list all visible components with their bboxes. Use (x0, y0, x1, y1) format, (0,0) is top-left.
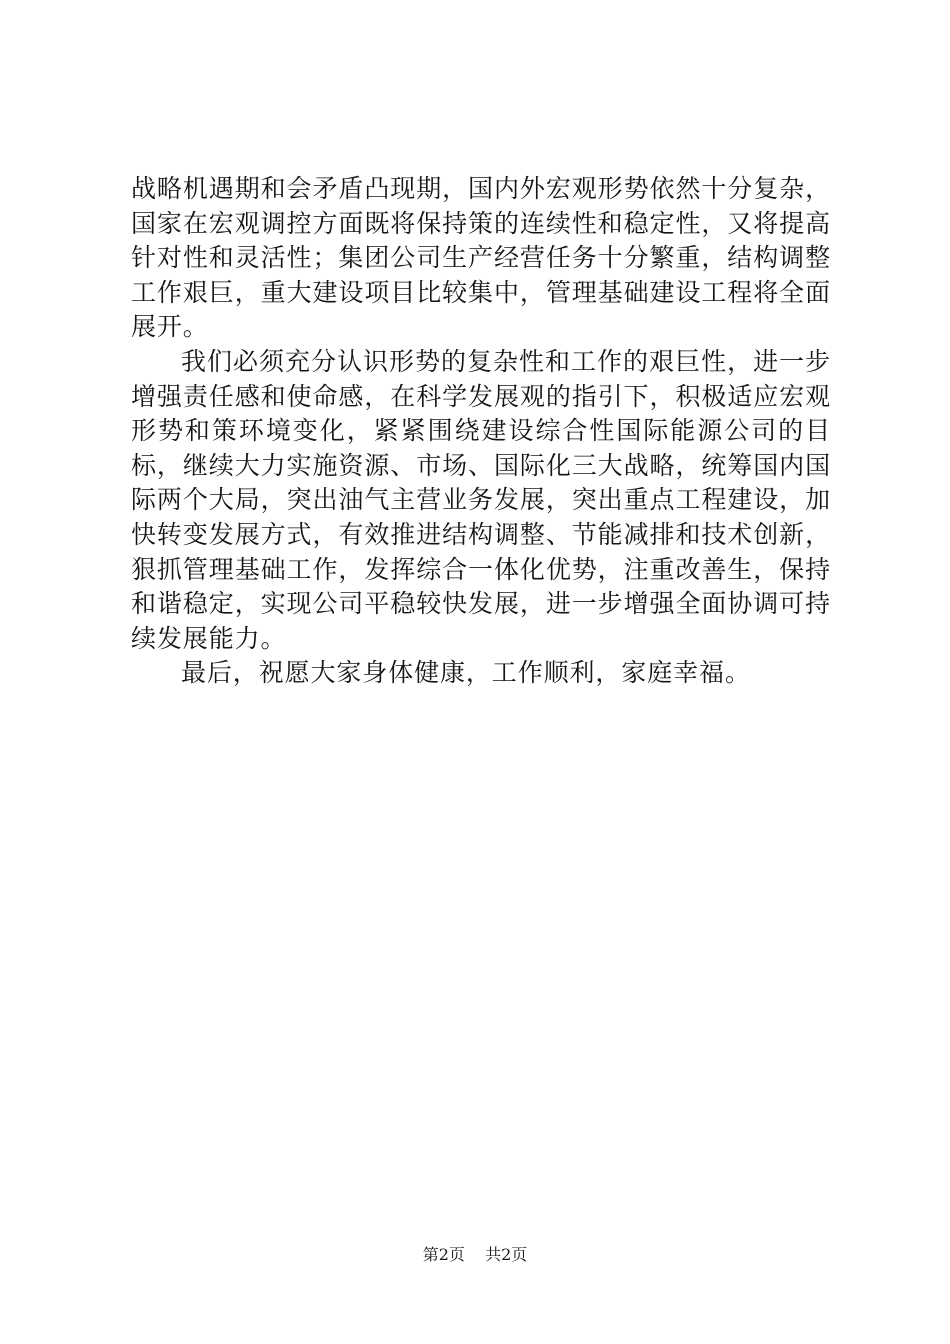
page-number: 第2页 (422, 1245, 465, 1264)
paragraph-3: 最后，祝愿大家身体健康，工作顺利，家庭幸福。 (181, 658, 751, 688)
document-body (131, 172, 831, 691)
paragraph-1: 战略机遇期和会矛盾凸现期，国内外宏观形势依然十分复杂，国家在宏观调控方面既将保持策的连续性和稳定性，又将提高针对性和灵活性；集团公司生产经营任务十分繁重，结构调整工作艰巨，重大建设项目比较集中，管理基础建设工程将全面展开。 (131, 174, 831, 342)
paragraph-2: 我们必须充分认识形势的复杂性和工作的艰巨性，进一步增强责任感和使命感，在科学发展观的指引下，积极适应宏观形势和策环境变化，紧紧围绕建设综合性国际能源公司的目标，继续大力实施资源、市场、国际化三大战略，统筹国内国际两个大局，突出油气主营业务发展，突出重点工程建设，加快转变发展方式，有效推进结构调整、节能减排和技术创新，狠抓管理基础工作，发挥综合一体化优势，注重改善生，保持和谐稳定，实现公司平稳较快发展，进一步增强全面协调可持续发展能力。 (131, 346, 831, 653)
page-total: 共2页 (485, 1245, 528, 1264)
page-footer (0, 1242, 950, 1265)
